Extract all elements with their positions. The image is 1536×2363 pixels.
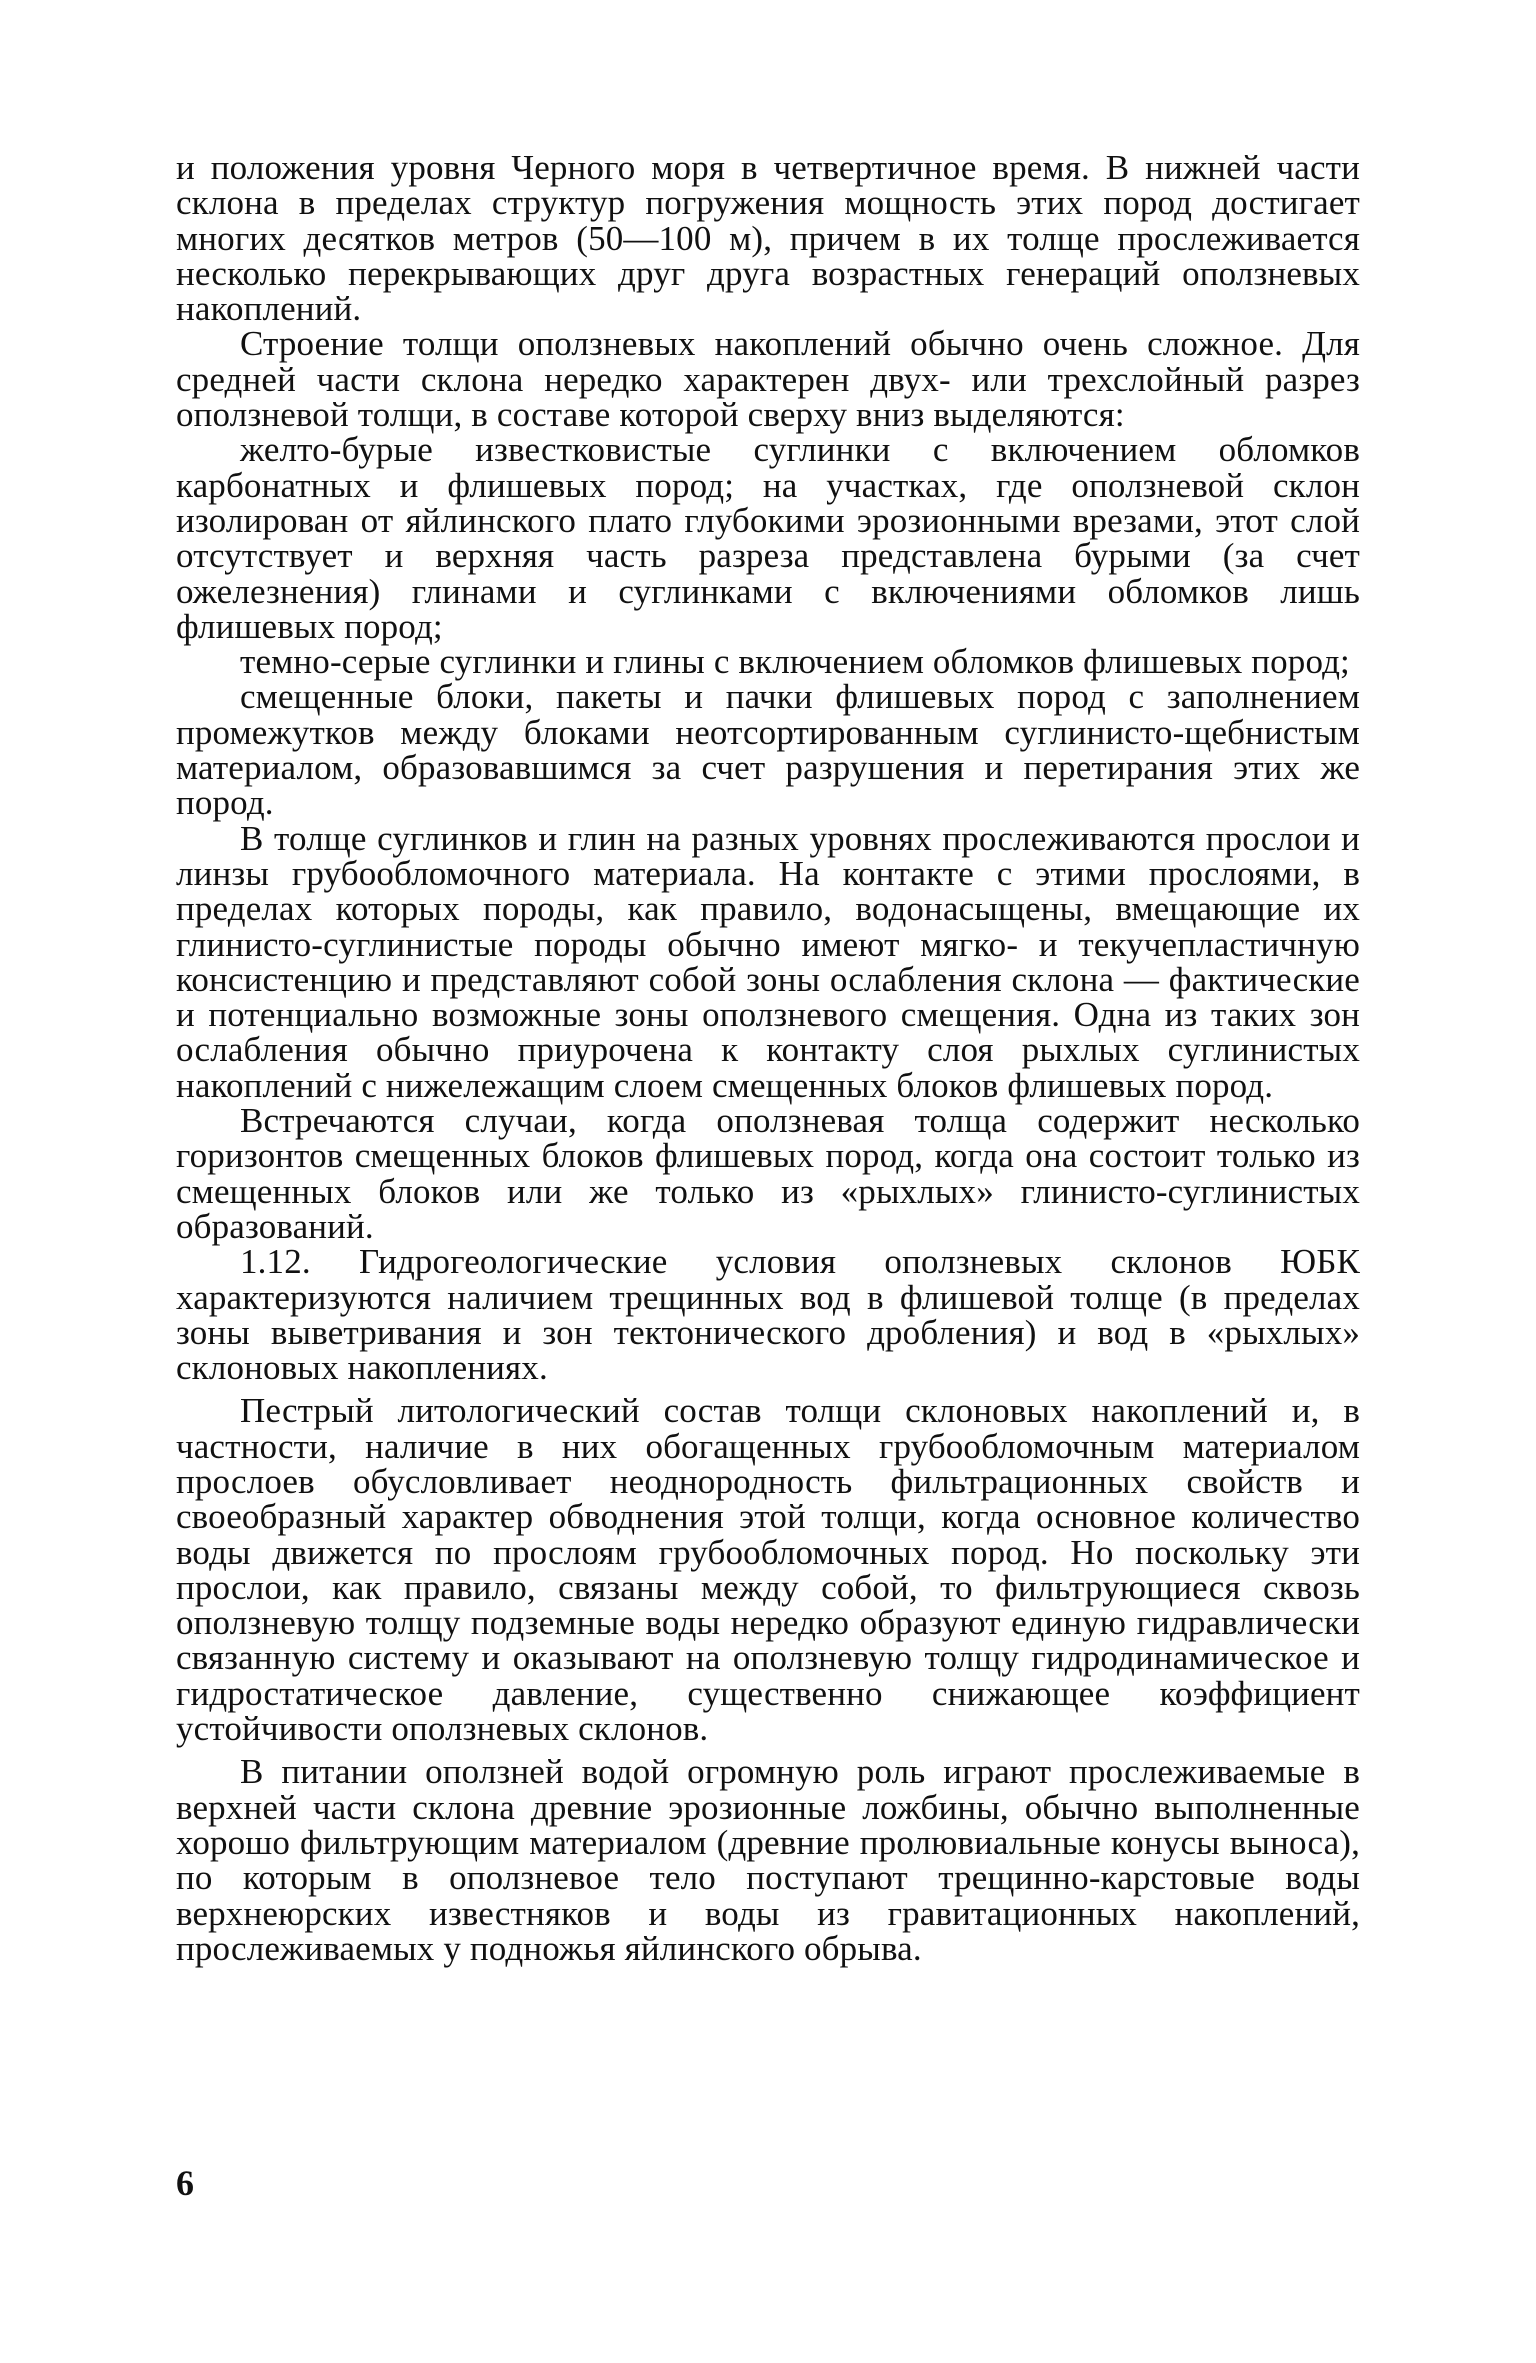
page-number: 6 (176, 2163, 194, 2203)
paragraph-continuation: и положения уровня Черного моря в четвертичное время. В нижней части склона в пределах структур погружения мощность этих пород достигает многих десятков метров (50—100 м), причем в их толще прослеживается несколько перекрывающих друг друга возрастных генераций оползневых накоплений. (176, 148, 1360, 329)
page-body (176, 150, 1360, 1966)
paragraph-water-supply: В питании оползней водой огромную роль играют прослеживаемые в верхней части склона древние эрозионные ложбины, обычно выполненные хорошо фильтрующим материалом (древние пролювиальные конусы выноса), по которым в оползневое тело поступают трещинно-карстовые воды верхнеюрских известняков и воды из гравитационных накоплений, прослеживаемых у подножья яйлинского обрыва. (176, 1752, 1360, 1968)
paragraph-structure: Строение толщи оползневых накоплений обычно очень сложное. Для средней части склона нередко характерен двух- или трехслойный разрез оползневой толщи, в составе которой сверху вниз выделяются: (176, 324, 1360, 435)
list-item-layer-1: желто-бурые известковистые суглинки с включением обломков карбонатных и флишевых пород; на участках, где оползневой склон изолирован от яйлинского плато глубокими эрозионными врезами, этот слой отсутствует и верхняя часть разреза представлена бурыми (за счет ожелезнения) глинами и суглинками с включениями обломков лишь флишевых пород; (176, 430, 1360, 646)
paragraph-lithology: Пестрый литологический состав толщи склоновых накоплений и, в частности, наличие в них обогащенных грубообломочным материалом прослоев обусловливает неоднородность фильтрационных свойств и своеобразный характер обводнения этой толщи, когда основное количество воды движется по прослоям грубообломочных пород. Но поскольку эти прослои, как правило, связаны между собой, то фильтрующиеся сквозь оползневую толщу подземные воды нередко образуют единую гидравлически связанную систему и оказывают на оползневую толщу гидродинамическое и гидростатическое давление, существенно снижающее коэффициент устойчивости оползневых склонов. (176, 1391, 1360, 1749)
list-item-layer-3: смещенные блоки, пакеты и пачки флишевых пород с заполнением промежутков между блоками неотсортированным суглинисто-щебнистым материалом, образовавшимся за счет разрушения и перетирания этих же пород. (176, 677, 1360, 823)
paragraph-section-1-12: 1.12. Гидрогеологические условия оползневых склонов ЮБК характеризуются наличием трещинных вод в флишевой толще (в пределах зоны выветривания и зон тектонического дробления) и вод в «рыхлых» склоновых накоплениях. (176, 1242, 1360, 1388)
paragraph-interlayers: В толще суглинков и глин на разных уровнях прослеживаются прослои и линзы грубообломочного материала. На контакте с этими прослоями, в пределах которых породы, как правило, водонасыщены, вмещающие их глинисто-суглинистые породы обычно имеют мягко- и текучепластичную консистенцию и представляют собой зоны ослабления склона — фактические и потенциально возможные зоны оползневого смещения. Одна из таких зон ослабления обычно приурочена к контакту слоя рыхлых суглинистых накоплений с нижележащим слоем смещенных блоков флишевых пород. (176, 818, 1360, 1105)
list-item-layer-2: темно-серые суглинки и глины с включением обломков флишевых пород; (240, 642, 1350, 682)
paragraph-cases: Встречаются случаи, когда оползневая толща содержит несколько горизонтов смещенных блоков флишевых пород, когда она состоит только из смещенных блоков или же только из «рыхлых» глинисто-суглинистых образований. (176, 1101, 1360, 1246)
